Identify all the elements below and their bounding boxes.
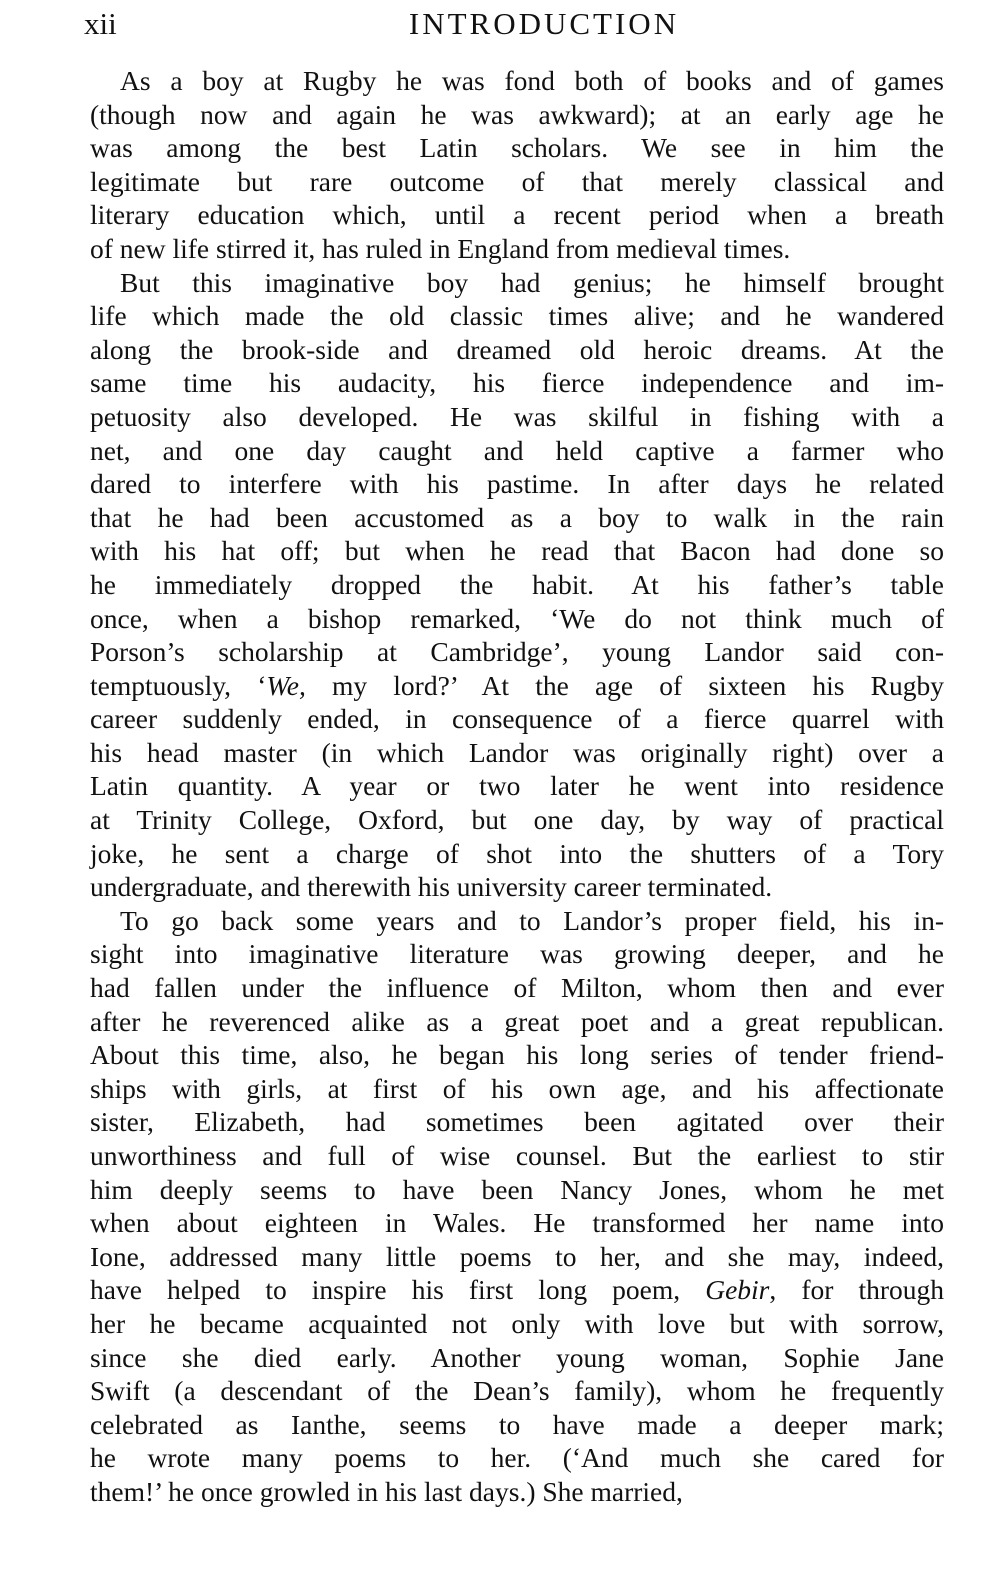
text-line: unworthiness and full of wise counsel. But the earliest to stir <box>90 1140 944 1171</box>
text-line: once, when a bishop remarked, ‘We do not think much of <box>90 602 944 634</box>
text-line: legitimate but rare outcome of that merely classical and <box>90 165 944 197</box>
text-line: when about eighteen in Wales. He transformed her name into <box>90 1207 944 1239</box>
text-line: sight into imaginative literature was growing deeper, and he <box>90 938 944 970</box>
text-line: since she died early. Another young woman, Sophie Jane <box>90 1341 944 1373</box>
running-head: INTRODUCTION <box>408 6 680 41</box>
text-line: dared to interfere with his pastime. In after days he related <box>90 468 944 500</box>
text-line: of new life stirred it, has ruled in England from medieval times. <box>90 232 791 264</box>
text-line: them!’ he once growled in his last days.) She married, <box>90 1475 683 1507</box>
text-line: Porson’s scholarship at Cambridge’, young Landor said con- <box>90 636 944 668</box>
page-header <box>84 4 954 44</box>
text-line: joke, he sent a charge of shot into the shutters of a Tory <box>90 837 944 869</box>
text-line: literary education which, until a recent period when a breath <box>90 199 944 231</box>
text-line: petuosity also developed. He was skilful in fishing with a <box>90 400 944 432</box>
text-line: he wrote many poems to her. (‘And much she cared for <box>90 1442 944 1474</box>
text-line: net, and one day caught and held captive a farmer who <box>90 434 944 466</box>
text-line: To go back some years and to Landor’s proper field, his in- <box>120 904 944 936</box>
text-line: life which made the old classic times alive; and he wandered <box>90 300 944 332</box>
text-line: that he had been accustomed as a boy to walk in the rain <box>90 501 944 533</box>
text-line: same time his audacity, his fierce independence and im- <box>90 367 944 399</box>
text-line: career suddenly ended, in consequence of a fierce quarrel with <box>90 703 944 735</box>
text-line: But this imaginative boy had genius; he himself brought <box>120 266 944 298</box>
text-line: Ione, addressed many little poems to her, and she may, indeed, <box>90 1240 944 1272</box>
text-line: him deeply seems to have been Nancy Jones, whom he met <box>90 1173 944 1205</box>
text-line: his head master (in which Landor was originally right) over a <box>90 736 944 768</box>
text-line: was among the best Latin scholars. We see in him the <box>90 132 944 164</box>
page-number: xii <box>84 6 117 41</box>
text-line: with his hat off; but when he read that Bacon had done so <box>90 535 944 567</box>
text-line: Latin quantity. A year or two later he went into residence <box>90 770 944 802</box>
text-line: temptuously, ‘We, my lord?’ At the age of sixteen his Rugby <box>90 669 944 701</box>
text-line: (though now and again he was awkward); at an early age he <box>90 98 944 130</box>
text-line: have helped to inspire his first long poem, Gebir, for through <box>90 1274 944 1306</box>
text-line: after he reverenced alike as a great poet and a great republican. <box>90 1005 944 1037</box>
text-line: he immediately dropped the habit. At his father’s table <box>90 568 944 600</box>
text-line: Swift (a descendant of the Dean’s family), whom he frequently <box>90 1375 944 1407</box>
text-line: celebrated as Ianthe, seems to have made a deeper mark; <box>90 1408 944 1440</box>
text-line: undergraduate, and therewith his university career terminated. <box>90 871 773 903</box>
text-line: her he became acquainted not only with love but with sorrow, <box>90 1307 944 1339</box>
text-line: As a boy at Rugby he was fond both of books and of games <box>120 65 944 96</box>
text-line: along the brook-side and dreamed old heroic dreams. At the <box>90 333 944 365</box>
text-line: at Trinity College, Oxford, but one day, by way of practical <box>90 804 944 836</box>
body-text <box>90 64 944 1509</box>
text-line: sister, Elizabeth, had sometimes been agitated over their <box>90 1106 944 1138</box>
text-line: ships with girls, at first of his own age, and his affectionate <box>90 1072 944 1104</box>
text-line: had fallen under the influence of Milton, whom then and ever <box>90 972 944 1004</box>
text-line: About this time, also, he began his long series of tender friend- <box>90 1039 944 1071</box>
